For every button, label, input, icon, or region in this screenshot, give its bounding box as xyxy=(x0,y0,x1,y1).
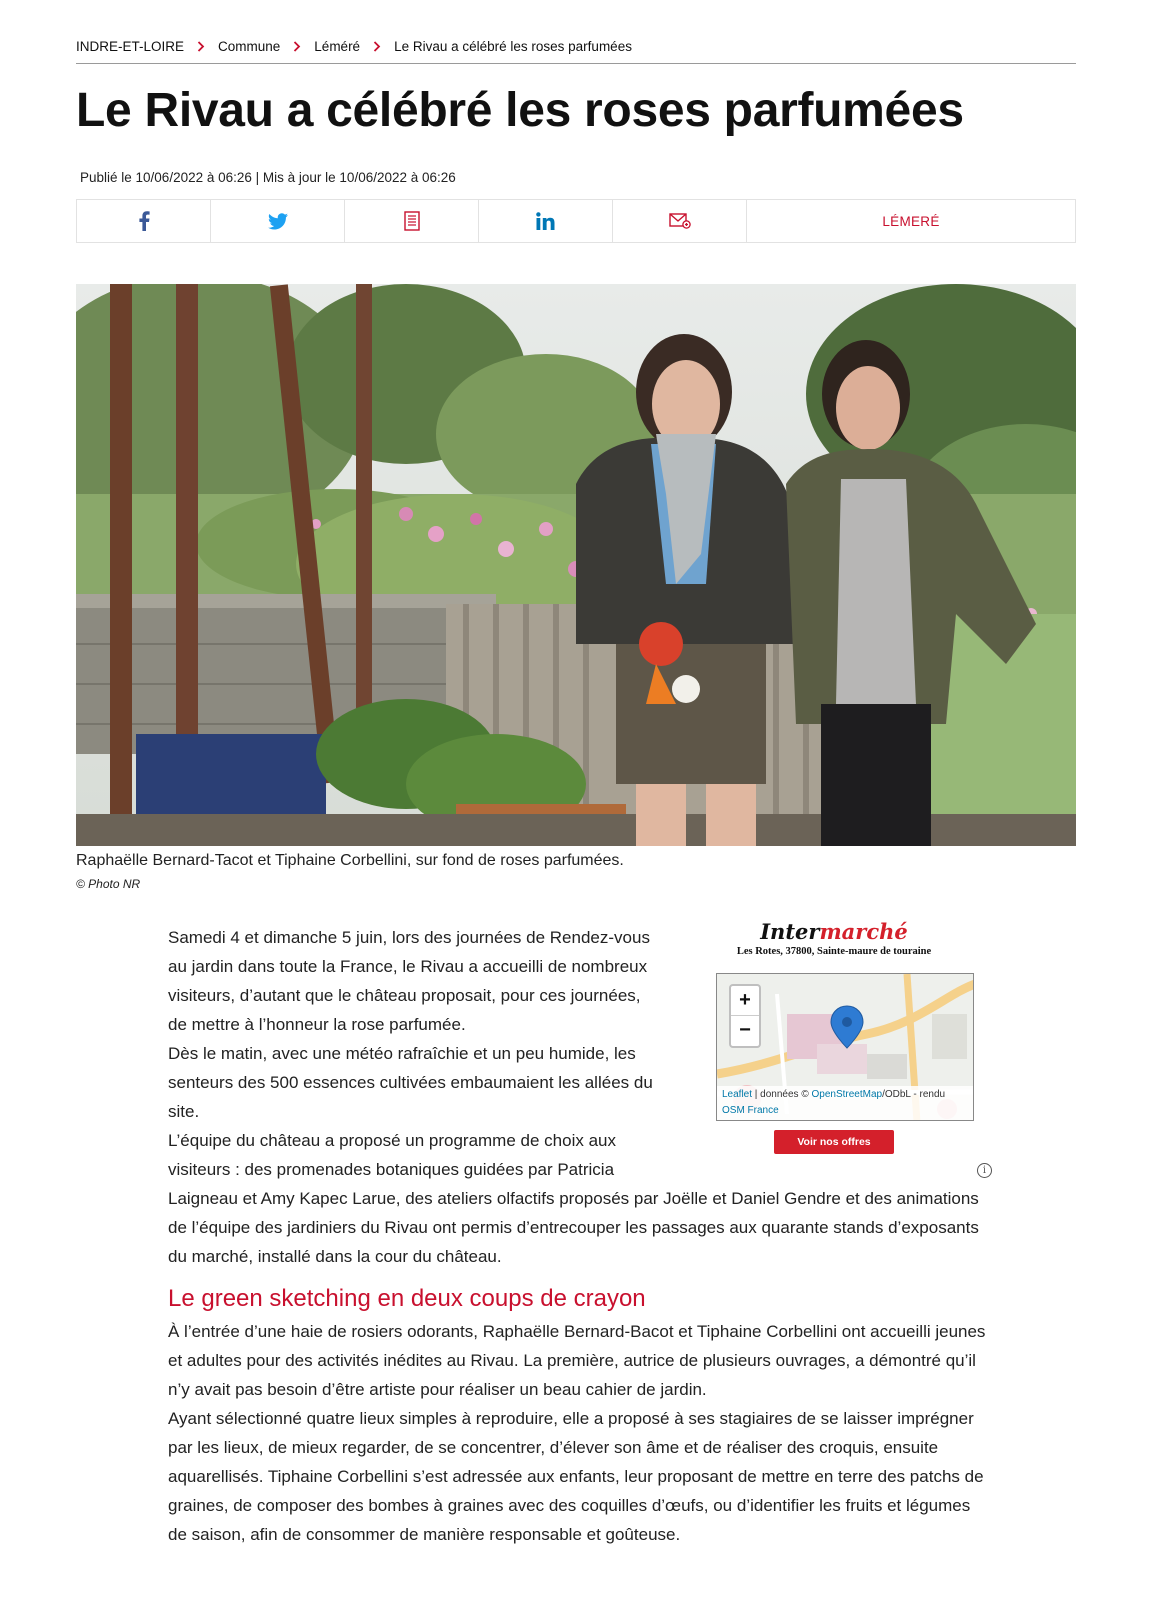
breadcrumb xyxy=(76,38,1076,64)
page-title: Le Rivau a célébré les roses parfumées xyxy=(76,84,964,137)
section-heading: Le green sketching en deux coups de crayon xyxy=(168,1285,646,1312)
tag-link[interactable]: LÉMERÉ xyxy=(882,213,940,229)
share-linkedin-button[interactable] xyxy=(479,200,613,242)
ad-map[interactable] xyxy=(716,973,974,1121)
ad-cta-button[interactable]: Voir nos offres xyxy=(774,1130,894,1154)
article-body xyxy=(168,919,988,1549)
article-photo xyxy=(76,284,1076,846)
photo-credit: © Photo NR xyxy=(76,877,141,891)
zoom-out-button[interactable]: − xyxy=(739,1019,751,1041)
print-button[interactable] xyxy=(345,200,479,242)
map-attribution: Leaflet | données © OpenStreetMap/ODbL - rendu OSM France xyxy=(717,1086,973,1120)
share-email-button[interactable] xyxy=(613,200,747,242)
paragraph: Dès le matin, avec une météo rafraîchie et un peu humide, les senteurs des 500 essences cultivées embaumaient les allées du site. xyxy=(168,1044,653,1121)
ad-address: Les Rotes, 37800, Sainte-maure de touraine xyxy=(736,946,932,957)
zoom-in-button[interactable]: + xyxy=(731,986,759,1016)
chevron-right-icon xyxy=(184,38,218,56)
share-bar xyxy=(76,199,1076,243)
paragraph: À l’entrée d’une haie de rosiers odorants, Raphaëlle Bernard-Bacot et Tiphaine Corbellini ont accueilli jeunes et adultes pour des activités inédites au Rivau. La première, autrice de plusieurs ouvrages, a démontré qu’il n’y avait pas besoin d’être artiste pour réaliser un beau cahier de jardin. xyxy=(168,1322,986,1399)
paragraph: L’équipe du château a proposé un programme de choix aux visiteurs : des promenades botaniques guidées par Patricia Laigneau et Amy Kapec Larue, des ateliers olfactifs proposés par Joëlle et Daniel Gendre et des animations de l’équipe des jardiniers du Rivau ont permis d’entrecouper les passages aux quarante stands d’exposants du marché, installé dans la cour du château. xyxy=(168,1131,979,1266)
breadcrumb-item-current: Le Rivau a célébré les roses parfumées xyxy=(394,39,632,54)
facebook-icon xyxy=(138,211,150,231)
print-icon xyxy=(404,211,420,231)
ad-info-icon[interactable]: i xyxy=(977,1163,992,1178)
advertisement[interactable] xyxy=(684,919,987,1179)
leaflet-link[interactable]: Leaflet xyxy=(722,1089,753,1100)
linkedin-icon xyxy=(536,212,555,230)
publication-date: Publié le 10/06/2022 à 06:26 | Mis à jour le 10/06/2022 à 06:26 xyxy=(80,170,456,185)
ad-logo: Intermarché xyxy=(760,919,908,944)
photo-caption: Raphaëlle Bernard-Tacot et Tiphaine Corbellini, sur fond de roses parfumées. xyxy=(76,852,624,869)
twitter-icon xyxy=(268,213,288,230)
share-twitter-button[interactable] xyxy=(211,200,345,242)
breadcrumb-item-town[interactable]: Léméré xyxy=(314,39,361,54)
osm-link[interactable]: OpenStreetMap xyxy=(811,1089,883,1100)
paragraph: Samedi 4 et dimanche 5 juin, lors des journées de Rendez-vous au jardin dans toute la France, le Rivau a accueilli de nombreux visiteurs, d’autant que le château proposait, pour ces journées, de mettre à l’honneur la rose parfumée. xyxy=(168,928,650,1034)
chevron-right-icon xyxy=(280,38,314,56)
breadcrumb-item-commune[interactable]: Commune xyxy=(218,39,281,54)
osm-france-link[interactable]: OSM France xyxy=(722,1105,779,1116)
paragraph: Ayant sélectionné quatre lieux simples à reproduire, elle a proposé à ses stagiaires de se laisser imprégner par les lieux, de mieux regarder, de se concentrer, d’élever son âme et de réaliser des croquis, ensuite aquarellisés. Tiphaine Corbellini s’est adressée aux enfants, leur proposant de mettre en terre des patchs de graines, de composer des bombes à graines avec des coquilles d’œufs, ou d’identifier les fruits et légumes de saison, afin de consommer de manière responsable et goûteuse. xyxy=(168,1409,984,1544)
email-icon xyxy=(669,213,691,229)
chevron-right-icon xyxy=(360,38,394,56)
map-zoom-control xyxy=(729,984,761,1048)
breadcrumb-item-department[interactable]: INDRE-ET-LOIRE xyxy=(76,39,185,54)
share-facebook-button[interactable] xyxy=(77,200,211,242)
